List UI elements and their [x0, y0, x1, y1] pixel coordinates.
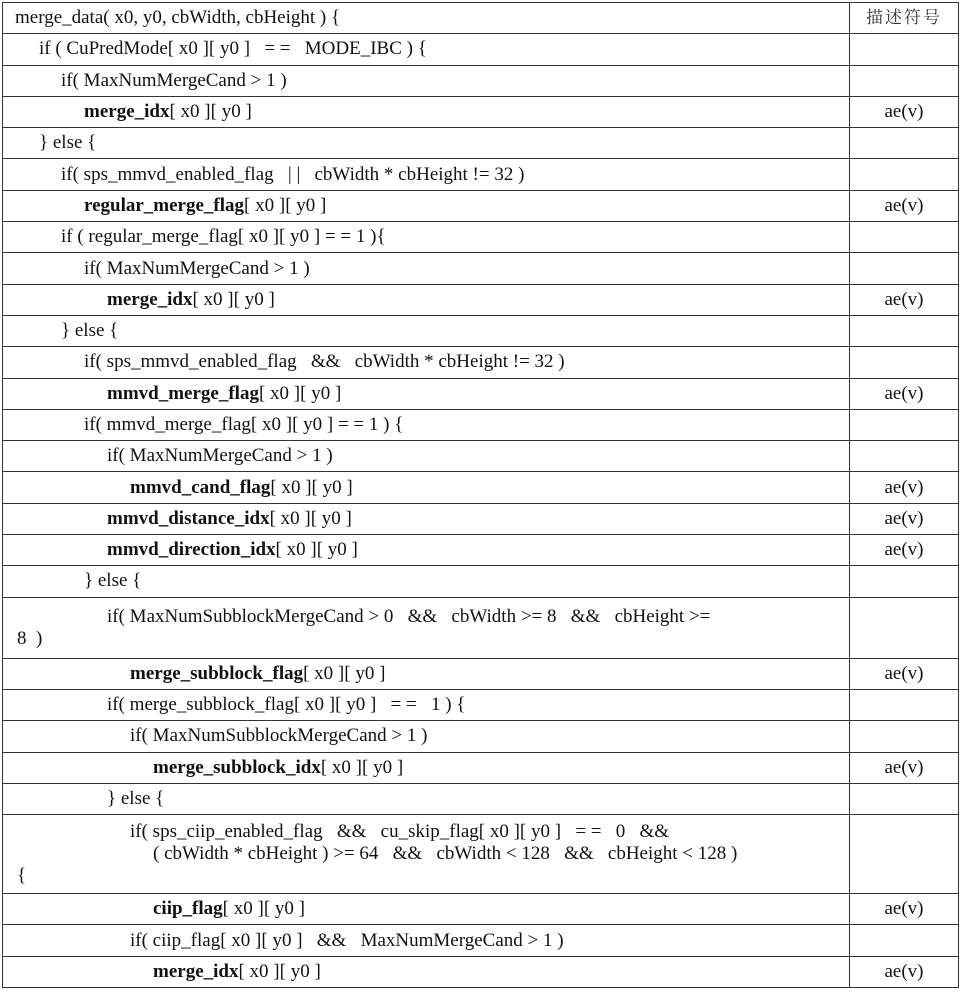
syntax-index: [ x0 ][ y0 ] [222, 898, 305, 920]
syntax-element-name: mmvd_direction_idx [107, 539, 276, 561]
descriptor-cell: ae(v) [850, 894, 959, 925]
descriptor-cell [850, 783, 959, 814]
syntax-cell [3, 689, 850, 720]
descriptor-cell [850, 566, 959, 597]
descriptor-cell [850, 721, 959, 752]
descriptor-cell [850, 441, 959, 472]
table-row [3, 253, 959, 284]
table-row [3, 65, 959, 96]
syntax-index: [ x0 ][ y0 ] [275, 539, 358, 561]
syntax-cell [3, 222, 850, 253]
syntax-cell [3, 284, 850, 315]
syntax-index: [ x0 ][ y0 ] [270, 476, 353, 498]
header-row [3, 3, 959, 34]
syntax-text-wrap: 8 ) [17, 627, 43, 649]
descriptor-cell: ae(v) [850, 752, 959, 783]
syntax-element-name: merge_subblock_idx [153, 756, 321, 778]
table-row [3, 472, 959, 503]
syntax-cell [3, 894, 850, 925]
descriptor-cell: ae(v) [850, 535, 959, 566]
descriptor-cell [850, 128, 959, 159]
syntax-text: if( MaxNumSubblockMergeCand > 0 && cbWidth >= 8 && cbHeight >= [107, 605, 711, 627]
table-row [3, 315, 959, 346]
descriptor-header: 描述符号 [850, 3, 959, 34]
descriptor-cell: ae(v) [850, 378, 959, 409]
syntax-cell [3, 925, 850, 956]
table-row [3, 658, 959, 689]
descriptor-cell [850, 347, 959, 378]
syntax-cell [3, 597, 850, 658]
descriptor-cell: ae(v) [850, 956, 959, 987]
table-row [3, 441, 959, 472]
syntax-cell [3, 190, 850, 221]
table-row [3, 96, 959, 127]
syntax-cell [3, 65, 850, 96]
syntax-text: if( MaxNumMergeCand > 1 ) [107, 445, 333, 467]
descriptor-cell: ae(v) [850, 284, 959, 315]
syntax-cell [3, 159, 850, 190]
table-row [3, 783, 959, 814]
syntax-text-continued: ( cbWidth * cbHeight ) >= 64 && cbWidth < 128 && cbHeight < 128 ) [153, 843, 738, 865]
syntax-cell [3, 441, 850, 472]
syntax-element-name: ciip_flag [153, 898, 223, 920]
syntax-text: } else { [84, 570, 142, 592]
syntax-cell [3, 956, 850, 987]
descriptor-cell: ae(v) [850, 472, 959, 503]
table-row [3, 284, 959, 315]
syntax-element-name: merge_idx [84, 101, 170, 123]
syntax-cell [3, 378, 850, 409]
descriptor-cell [850, 222, 959, 253]
table-row [3, 378, 959, 409]
table-row [3, 566, 959, 597]
syntax-cell [3, 566, 850, 597]
descriptor-cell [850, 159, 959, 190]
syntax-cell [3, 721, 850, 752]
descriptor-cell [850, 597, 959, 658]
syntax-text: } else { [61, 320, 119, 342]
syntax-cell [3, 253, 850, 284]
table-row [3, 159, 959, 190]
syntax-text: if( merge_subblock_flag[ x0 ][ y0 ] = = 1 ) { [107, 694, 466, 716]
syntax-cell [3, 503, 850, 534]
syntax-cell [3, 752, 850, 783]
syntax-text: if( sps_mmvd_enabled_flag | | cbWidth * cbHeight != 32 ) [61, 163, 525, 185]
syntax-cell [3, 409, 850, 440]
syntax-cell [3, 472, 850, 503]
syntax-cell [3, 128, 850, 159]
syntax-element-name: merge_idx [153, 960, 239, 982]
syntax-text: if ( CuPredMode[ x0 ][ y0 ] = = MODE_IBC ) { [39, 38, 427, 60]
syntax-text: if( MaxNumMergeCand > 1 ) [84, 257, 310, 279]
descriptor-cell: ae(v) [850, 658, 959, 689]
syntax-text: if ( regular_merge_flag[ x0 ][ y0 ] = = 1 ){ [61, 226, 386, 248]
table-row [3, 409, 959, 440]
syntax-text: if( sps_ciip_enabled_flag && cu_skip_flag[ x0 ][ y0 ] = = 0 && [130, 821, 670, 843]
table-row [3, 956, 959, 987]
syntax-index: [ x0 ][ y0 ] [303, 662, 386, 684]
table-row [3, 815, 959, 894]
syntax-element-name: merge_subblock_flag [130, 662, 304, 684]
descriptor-cell [850, 689, 959, 720]
function-signature: merge_data( x0, y0, cbWidth, cbHeight ) { [3, 3, 850, 34]
syntax-element-name: regular_merge_flag [84, 194, 245, 216]
syntax-table [2, 2, 959, 988]
syntax-text: if( MaxNumSubblockMergeCand > 1 ) [130, 725, 428, 747]
descriptor-cell: ae(v) [850, 96, 959, 127]
syntax-index: [ x0 ][ y0 ] [258, 382, 342, 404]
descriptor-cell [850, 34, 959, 65]
syntax-element-name: merge_idx [107, 288, 193, 310]
syntax-index: [ x0 ][ y0 ] [244, 194, 327, 216]
syntax-cell [3, 315, 850, 346]
syntax-index: [ x0 ][ y0 ] [238, 960, 321, 982]
syntax-text: if( ciip_flag[ x0 ][ y0 ] && MaxNumMergeCand > 1 ) [130, 929, 564, 951]
table-row [3, 597, 959, 658]
syntax-cell [3, 96, 850, 127]
syntax-text: if( MaxNumMergeCand > 1 ) [61, 69, 287, 91]
table-row [3, 347, 959, 378]
table-row [3, 721, 959, 752]
descriptor-cell [850, 315, 959, 346]
descriptor-cell: ae(v) [850, 190, 959, 221]
descriptor-cell [850, 815, 959, 894]
table-row [3, 752, 959, 783]
syntax-cell [3, 658, 850, 689]
syntax-index: [ x0 ][ y0 ] [169, 101, 252, 123]
descriptor-cell [850, 409, 959, 440]
table-row [3, 894, 959, 925]
table-row [3, 503, 959, 534]
syntax-text: } else { [39, 132, 97, 154]
syntax-text: } else { [107, 787, 165, 809]
descriptor-cell: ae(v) [850, 503, 959, 534]
syntax-index: [ x0 ][ y0 ] [192, 288, 275, 310]
descriptor-cell [850, 65, 959, 96]
syntax-cell [3, 347, 850, 378]
syntax-text-wrap: { [17, 865, 27, 887]
syntax-cell [3, 783, 850, 814]
syntax-cell [3, 34, 850, 65]
syntax-index: [ x0 ][ y0 ] [269, 507, 352, 529]
table-row [3, 925, 959, 956]
syntax-cell [3, 535, 850, 566]
table-row [3, 535, 959, 566]
syntax-cell [3, 815, 850, 894]
table-row [3, 128, 959, 159]
syntax-text: if( mmvd_merge_flag[ x0 ][ y0 ] = = 1 ) { [84, 414, 404, 435]
syntax-text: if( sps_mmvd_enabled_flag && cbWidth * cbHeight != 32 ) [84, 351, 565, 373]
descriptor-cell [850, 253, 959, 284]
syntax-element-name: mmvd_cand_flag [130, 476, 271, 498]
table-row [3, 190, 959, 221]
table-row [3, 34, 959, 65]
syntax-element-name: mmvd_merge_flag [107, 382, 259, 404]
descriptor-cell [850, 925, 959, 956]
table-row [3, 689, 959, 720]
syntax-index: [ x0 ][ y0 ] [320, 756, 404, 778]
table-row [3, 222, 959, 253]
syntax-element-name: mmvd_distance_idx [107, 507, 270, 529]
